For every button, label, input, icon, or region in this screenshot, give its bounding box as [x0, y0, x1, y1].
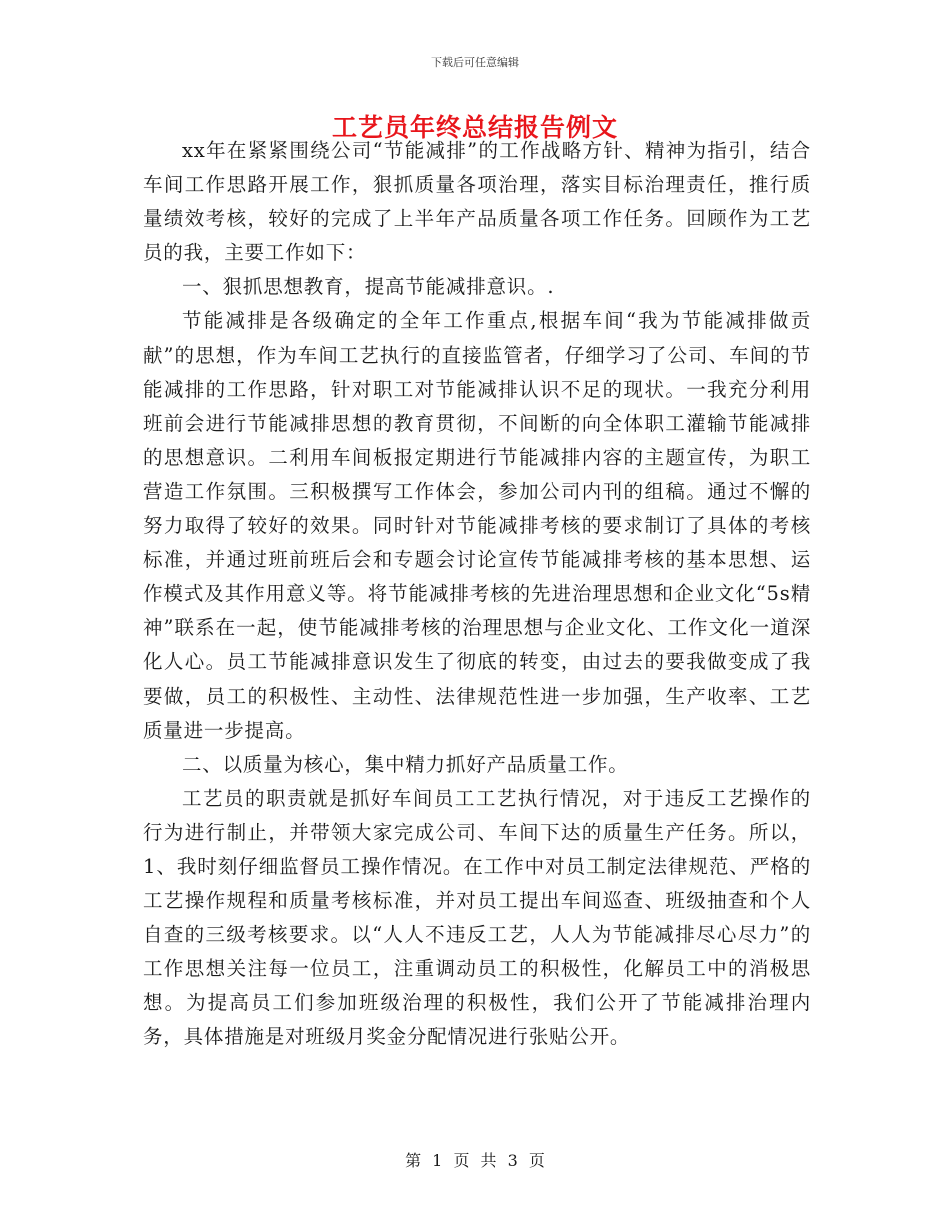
paragraph-intro: xx年在紧紧围绕公司“节能减排”的工作战略方针、精神为指引，结合车间工作思路开展工作，狠抓质量各项治理，落实目标治理责任，推行质量绩效考核，较好的完成了上半年产品质量各项工作任务。回顾作为工艺员的我，主要工作如下： — [143, 139, 811, 265]
section-heading-2: 二、以质量为核心，集中精力抓好产品质量工作。 — [182, 752, 629, 776]
header-note: 下载后可任意编辑 — [431, 56, 519, 69]
paragraph-section-1: 节能减排是各级确定的全年工作重点,根据车间“我为节能减排做贡献”的思想，作为车间工艺执行的直接监管者，仔细学习了公司、车间的节能减排的工作思路，针对职工对节能减排认识不足的现状。一我充分利用班前会进行节能减排思想的教育贯彻，不间断的向全体职工灌输节能减排的思想意识。二利用车间板报定期进行节能减排内容的主题宣传，为职工营造工作氛围。三积极撰写工作体会，参加公司内刊的组稿。通过不懈的努力取得了较好的效果。同时针对节能减排考核的要求制订了具体的考核标准，并通过班前班后会和专题会讨论宣传节能减排考核的基本思想、运作模式及其作用意义等。将节能减排考核的先进治理思想和企业文化“5s精神”联系在一起，使节能减排考核的治理思想与企业文化、工作文化一道深化人心。员工节能减排意识发生了彻底的转变，由过去的要我做变成了我要做，员工的积极性、主动性、法律规范性进一步加强，生产收率、工艺质量进一步提高。 — [143, 309, 811, 742]
document-body — [143, 134, 811, 1055]
document-title: 工艺员年终总结报告例文 — [331, 113, 618, 142]
section-heading-1: 一、狠抓思想教育，提高节能减排意识。. — [182, 275, 555, 299]
page-number-footer: 第 1 页 共 3 页 — [405, 1151, 545, 1170]
paragraph-section-2: 工艺员的职责就是抓好车间员工工艺执行情况，对于违反工艺操作的行为进行制止，并带领大家完成公司、车间下达的质量生产任务。所以，1、我时刻仔细监督员工操作情况。在工作中对员工制定法律规范、严格的工艺操作规程和质量考核标准，并对员工提出车间巡查、班级抽查和个人自查的三级考核要求。以“人人不违反工艺，人人为节能减排尽心尽力”的工作思想关注每一位员工，注重调动员工的积极性，化解员工中的消极思想。为提高员工们参加班级治理的积极性，我们公开了节能减排治理内务，具体措施是对班级月奖金分配情况进行张贴公开。 — [143, 786, 811, 1049]
